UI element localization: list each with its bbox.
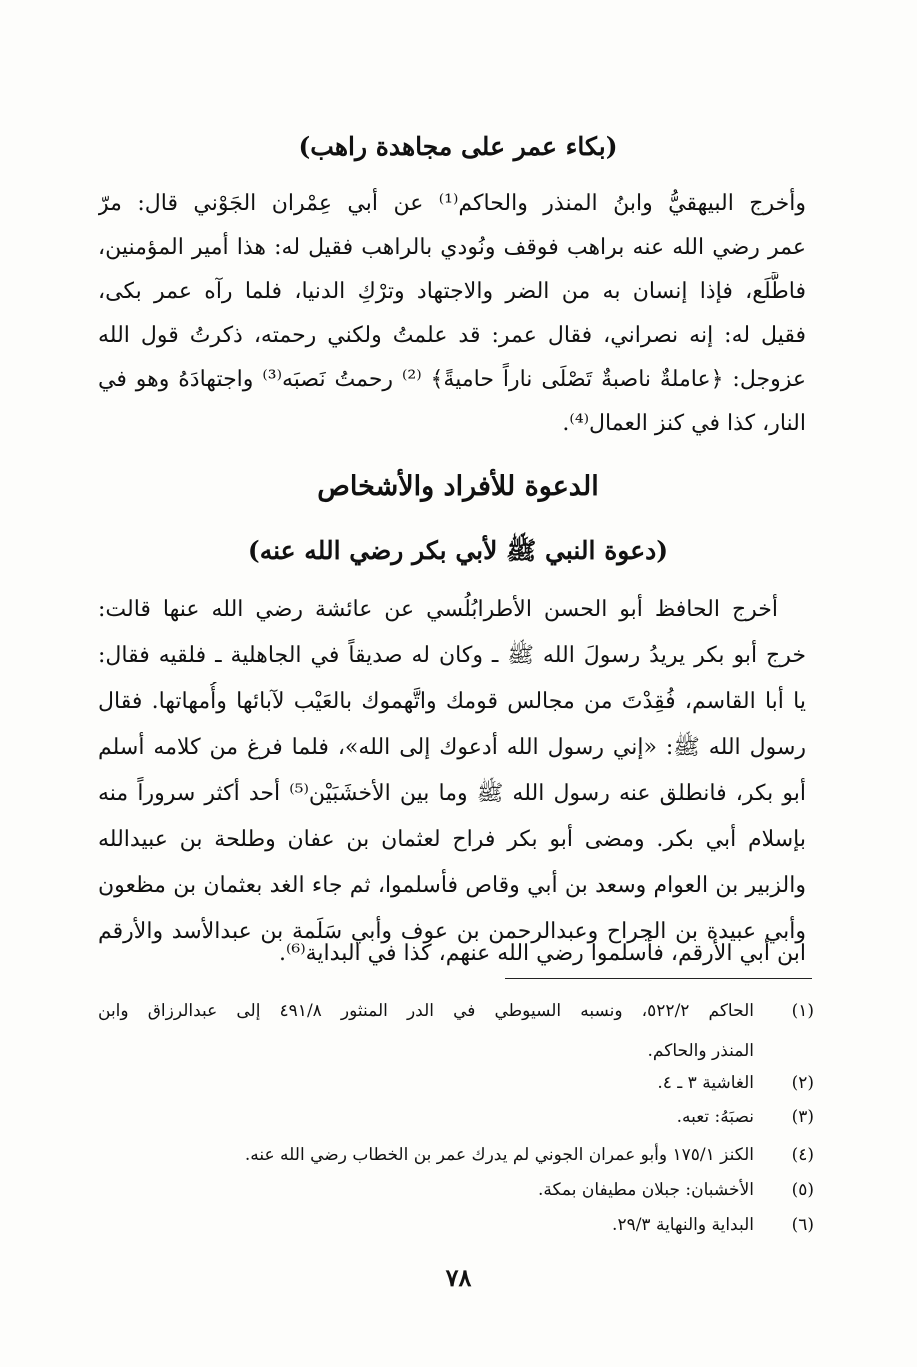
footnote-number: (٣) [791,1107,814,1127]
paragraph-line: وأبي عبيدة بن الجراح وعبدالرحمن بن عوف وأبي سَلَمة بن عبدالأسد والأرقم [98,919,806,944]
footnote-text: الكنز ١٧٥/١ وأبو عمران الجوني لم يدرك عمر بن الخطاب رضي الله عنه. [244,1145,754,1165]
footnote-5 [98,1175,814,1205]
paragraph-line: والزبير بن العوام وسعد بن أبي وقاص فأسلموا، ثم جاء الغد بعثمان بن مظعون [98,873,806,898]
footnote-text: نصبَهُ: تعبه. [676,1107,754,1127]
footnote-separator [505,978,812,979]
page-number: ٧٨ [445,1263,472,1292]
footnote-6 [98,1210,814,1240]
paragraph-line: أبو بكر، فانطلق عنه رسول الله ﷺ وما بين الأخشَبَيْن⁽⁵⁾ أحد أكثر سروراً منه [98,781,806,806]
footnote-text: الأخشبان: جبلان مطيفان بمكة. [537,1180,754,1200]
paragraph-line: يا أبا القاسم، فُقِدْتَ من مجالس قومك واتَّهموك بالعَيْب لآبائها وأُمهاتها. فقال [98,689,806,714]
paragraph-line: ابن أبي الأرقم، فأسلموا رضي الله عنهم، كذا في البداية⁽⁶⁾. [278,941,806,966]
section-heading-individual-dawah: الدعوة للأفراد والأشخاص [317,471,599,502]
paragraph-line: عمر رضي الله عنه براهب فوقف ونُودي بالراهب فقيل له: هذا أمير المؤمنين، [98,235,806,260]
footnote-number: (١) [791,1001,814,1021]
footnote-1-continuation [98,1036,814,1066]
footnote-number: (٤) [791,1145,814,1165]
paragraph-line: عزوجل: ﴿عاملةٌ ناصبةٌ تَصْلَى ناراً حاميةً﴾ ⁽²⁾ رحمتُ نَصبَه⁽³⁾ واجتهادَهُ وهو في [98,367,806,392]
paragraph-line: بإسلام أبي بكر. ومضى أبو بكر فراح لعثمان بن عفان وطلحة بن عبيدالله [98,827,806,852]
footnote-text: الحاكم ٥٢٢/٢، ونسبه السيوطي في الدر المنثور ٤٩١/٨ إلى عبدالرزاق وابن [98,1001,754,1021]
section-heading-omar-monk: (بكاء عمر على مجاهدة راهب) [298,132,618,161]
footnote-1 [98,996,814,1026]
footnote-4 [98,1140,814,1170]
paragraph-line: خرج أبو بكر يريدُ رسولَ الله ﷺ ـ وكان له صديقاً في الجاهلية ـ فلقيه فقال: [98,643,806,668]
footnote-text: البداية والنهاية ٢٩/٣. [612,1215,754,1235]
footnote-number: (٢) [791,1073,814,1093]
paragraph-line: رسول الله ﷺ: «إني رسول الله أدعوك إلى الله»، فلما فرغ من كلامه أسلم [98,735,806,760]
paragraph-line: النار، كذا في كنز العمال⁽⁴⁾. [562,411,806,436]
footnote-text: المنذر والحاكم. [647,1041,754,1061]
footnote-number: (٥) [791,1180,814,1200]
footnote-number: (٦) [791,1215,814,1235]
paragraph-line: أخرج الحافظ أبو الحسن الأطرابُلُسي عن عائشة رضي الله عنها قالت: [98,597,778,622]
paragraph-line: فاطَّلَع، فإذا إنسان به من الضر والاجتهاد وترْكِ الدنيا، فلما رآه عمر بكى، [98,279,806,304]
paragraph-line: وأخرج البيهقيُّ وابنُ المنذر والحاكم⁽¹⁾ عن أبي عِمْران الجَوْني قال: مرّ [98,191,806,216]
paragraph-line: فقيل له: إنه نصراني، فقال عمر: قد علمتُ ولكني رحمته، ذكرتُ قول الله [98,323,806,348]
footnote-3 [98,1102,814,1132]
footnote-2 [98,1068,814,1098]
footnote-text: الغاشية ٣ ـ ٤. [657,1073,754,1093]
section-heading-prophet-abu-bakr: (دعوة النبي ﷺ لأبي بكر رضي الله عنه) [247,536,669,565]
